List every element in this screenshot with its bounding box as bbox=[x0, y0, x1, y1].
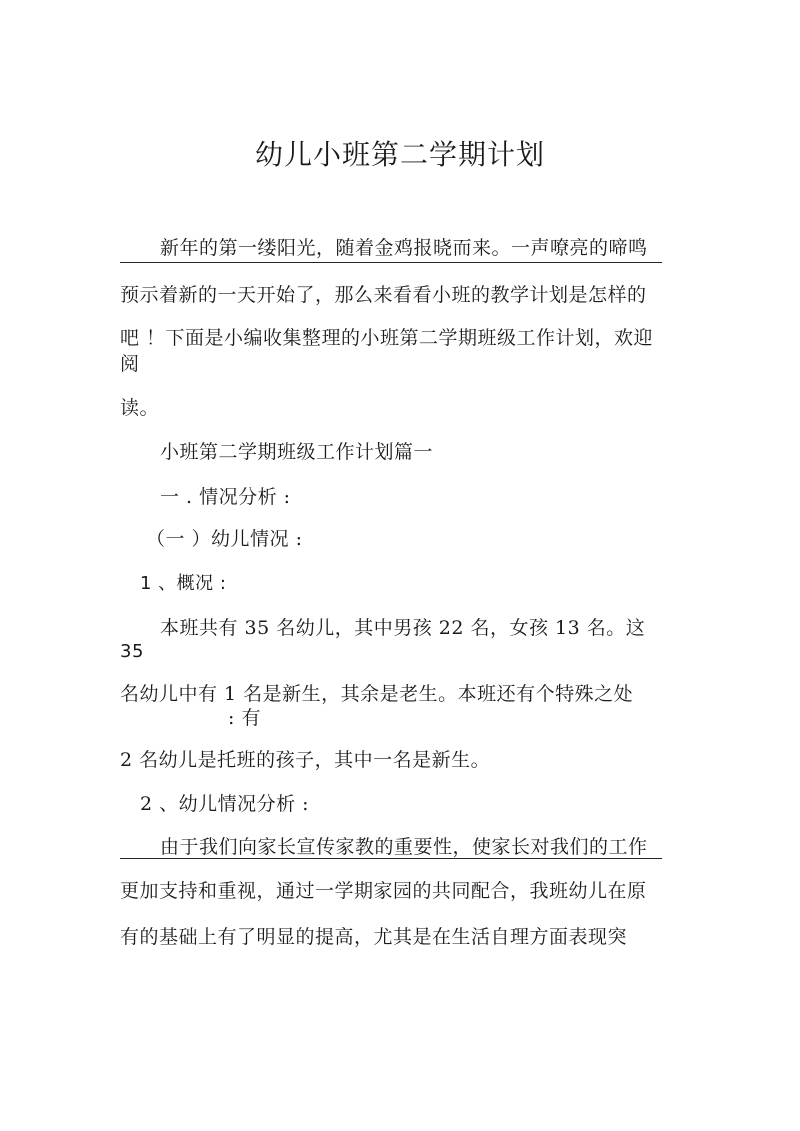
intro-line-4: 读。 bbox=[120, 397, 160, 419]
analysis-line-3: 有的基础上有了明显的提高，尤其是在生活自理方面表现突 bbox=[120, 926, 628, 948]
document-title: 幼儿小班第二学期计划 bbox=[254, 138, 545, 171]
intro-line-1: 新年的第一缕阳光，随着金鸡报晓而来。一声嘹亮的啼鸣 bbox=[160, 237, 648, 259]
paragraph-rule-2 bbox=[120, 858, 662, 859]
outline-part-1: 一 . 情况分析 : bbox=[160, 486, 291, 508]
outline-item-2: 2 、幼儿情况分析 : bbox=[140, 793, 310, 815]
intro-line-3b: 阅 bbox=[120, 353, 140, 375]
paragraph-rule-1 bbox=[120, 262, 662, 263]
intro-line-2: 预示着新的一天开始了，那么来看看小班的教学计划是怎样的 bbox=[120, 284, 647, 306]
section-heading: 小班第二学期班级工作计划篇一 bbox=[160, 441, 434, 463]
overview-line-1b: 35 bbox=[120, 641, 144, 662]
outline-item-1: 1 、概况 : bbox=[140, 573, 227, 594]
analysis-line-2: 更加支持和重视，通过一学期家园的共同配合，我班幼儿在原 bbox=[120, 880, 647, 902]
outline-part-1-sub: （一 ）幼儿情况 : bbox=[146, 528, 303, 550]
analysis-line-1: 由于我们向家长宣传家教的重要性，使家长对我们的工作 bbox=[160, 836, 648, 858]
overview-line-1: 本班共有 35 名幼儿，其中男孩 22 名，女孩 13 名。这 bbox=[160, 617, 646, 639]
overview-line-2: 名幼儿中有 1 名是新生，其余是老生。本班还有个特殊之处 bbox=[120, 683, 634, 705]
overview-line-3: 2 名幼儿是托班的孩子，其中一名是新生。 bbox=[120, 749, 491, 771]
intro-line-3: 吧 ！下面是小编收集整理的小班第二学期班级工作计划，欢迎 bbox=[120, 327, 654, 349]
overview-line-2b: : 有 bbox=[228, 707, 261, 729]
